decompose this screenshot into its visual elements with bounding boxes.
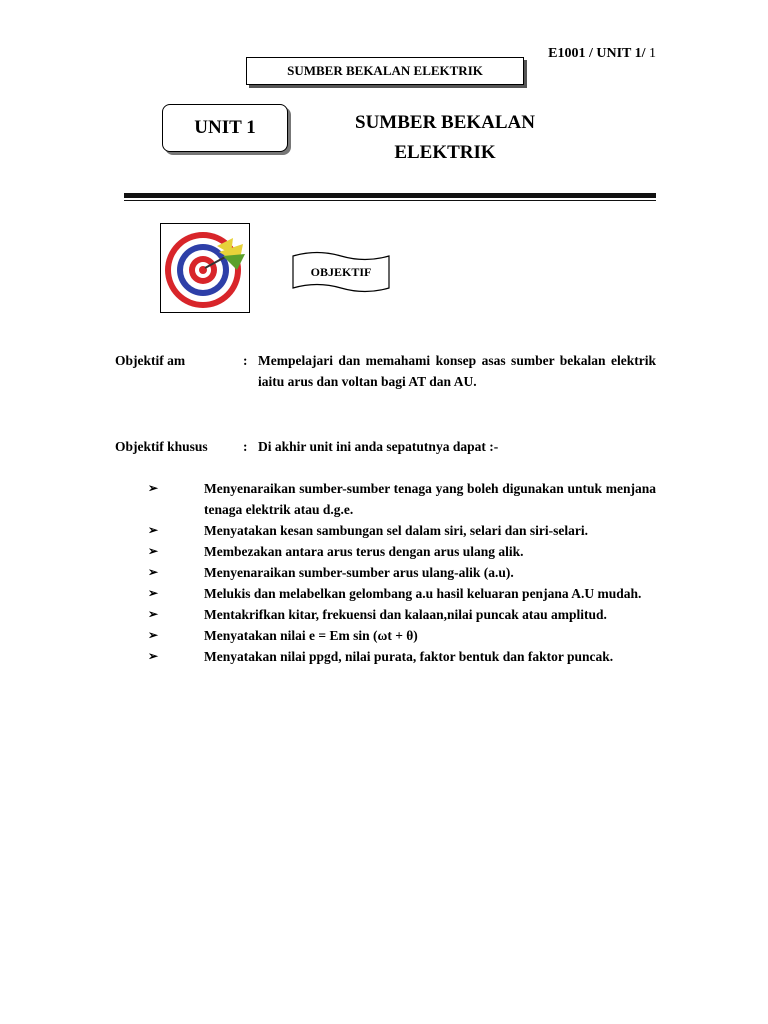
objektif-banner [289,248,393,303]
title-rule-thin [124,200,656,201]
page-code [548,46,656,62]
objektif-banner-text: OBJEKTIF [310,265,372,279]
arrow-bullet-icon: ➢ [148,586,159,600]
arrow-bullet-icon: ➢ [148,565,159,579]
objectives-list [148,478,656,667]
objektif-khusus-colon: : [243,439,248,454]
scroll-banner-icon [289,248,393,298]
header-box: SUMBER BEKALAN ELEKTRIK [246,57,524,85]
list-item: ➢ Mentakrifkan kitar, frekuensi dan kalaan,nilai puncak atau amplitud. [148,604,656,625]
arrow-bullet-icon: ➢ [148,544,159,558]
unit-title-line1: SUMBER BEKALAN [355,112,535,133]
objektif-am-colon: : [243,353,248,368]
list-item: ➢ Menyenaraikan sumber-sumber tenaga yang boleh digunakan untuk menjana tenaga elektrik atau d.g.e. [148,478,656,520]
objektif-khusus-text: Di akhir unit ini anda sepatutnya dapat :- [258,439,499,454]
title-rule-thick [124,193,656,198]
list-item: ➢ Menyenaraikan sumber-sumber arus ulang-alik (a.u). [148,562,656,583]
objektif-am-text: Mempelajari dan memahami konsep asas sumber bekalan elektrik iaitu arus dan voltan bagi AT dan AU. [258,353,656,389]
arrow-bullet-icon: ➢ [148,649,159,663]
arrow-bullet-icon: ➢ [148,628,159,642]
arrow-bullet-icon: ➢ [148,481,159,495]
unit-title [300,108,590,168]
arrow-bullet-icon: ➢ [148,607,159,621]
objektif-am-label: Objektif am [115,353,186,368]
list-item: ➢ Melukis dan melabelkan gelombang a.u hasil keluaran penjana A.U mudah. [148,583,656,604]
unit-title-line2: ELEKTRIK [394,142,496,163]
arrow-bullet-icon: ➢ [148,523,159,537]
list-item: ➢ Menyatakan nilai ppgd, nilai purata, faktor bentuk dan faktor puncak. [148,646,656,667]
list-item: ➢ Membezakan antara arus terus dengan arus ulang alik. [148,541,656,562]
dartboard-target-icon [160,223,250,313]
page-code-text: E1001 / UNIT 1/ [548,46,646,61]
objektif-khusus-label: Objektif khusus [115,439,208,454]
list-item: ➢ Menyatakan nilai e = Em sin (ωt + θ) [148,625,656,646]
page-number: 1 [645,46,656,61]
unit-label-box: UNIT 1 [162,104,288,152]
list-item: ➢ Menyatakan kesan sambungan sel dalam siri, selari dan siri-selari. [148,520,656,541]
